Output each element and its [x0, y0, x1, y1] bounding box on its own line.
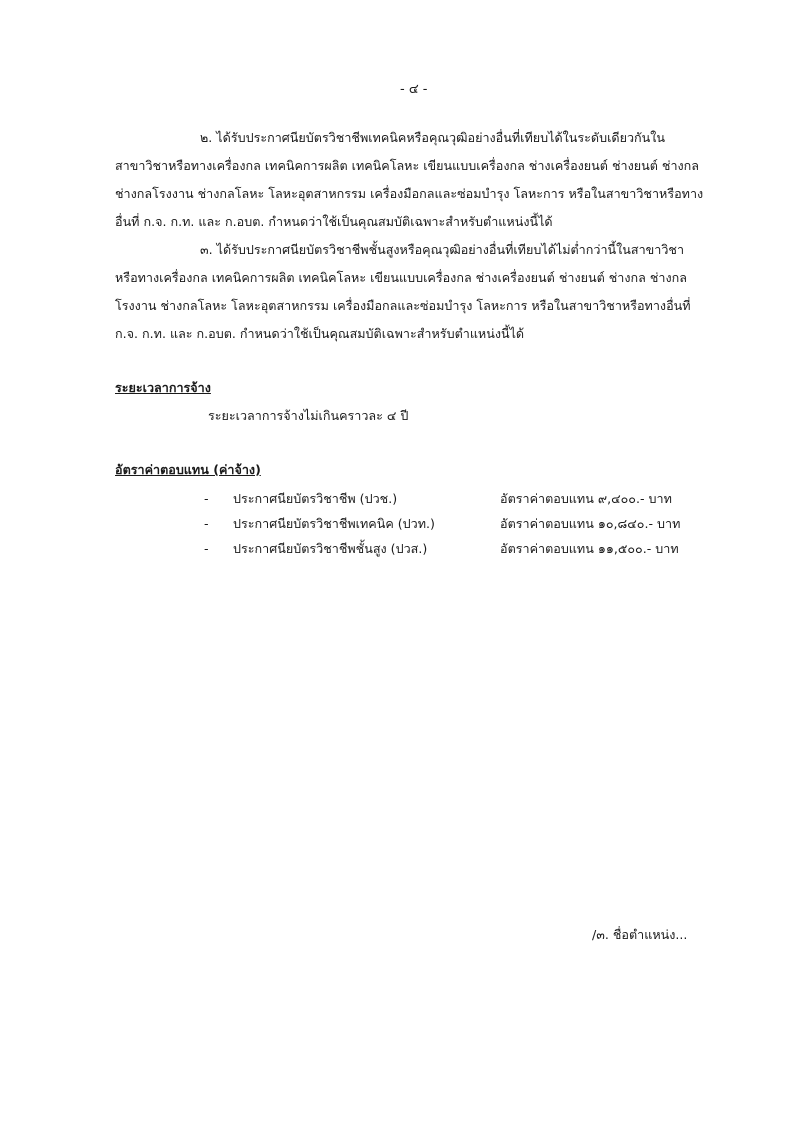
compensation-row	[0, 512, 800, 536]
paragraph-2-line-3: ช่างกลโรงงาน ช่างกลโลหะ โลหะอุตสาหกรรม เครื่องมือกลและซ่อมบำรุง โลหะการ หรือในสาขาวิชาหรือทาง	[115, 186, 704, 201]
rate-value: อัตราค่าตอบแทน ๑๐,๘๔๐.- บาท	[500, 516, 681, 531]
paragraph-3-line-4: ก.จ. ก.ท. และ ก.อบต. กำหนดว่าใช้เป็นคุณสมบัติเฉพาะสำหรับตำแหน่งนี้ได้	[115, 326, 525, 341]
compensation-row	[0, 537, 800, 561]
qualification-label: ประกาศนียบัตรวิชาชีพเทคนิค (ปวท.)	[233, 516, 435, 531]
paragraph-3-line-1: ๓. ได้รับประกาศนียบัตรวิชาชีพชั้นสูงหรือคุณวุฒิอย่างอื่นที่เทียบได้ไม่ต่ำกว่านี้ในสาขาวิชา	[200, 242, 685, 257]
bullet-dash: -	[204, 516, 209, 531]
qualification-label: ประกาศนียบัตรวิชาชีพ (ปวช.)	[233, 491, 398, 506]
bullet-dash: -	[204, 491, 209, 506]
rate-value: อัตราค่าตอบแทน ๑๑,๕๐๐.- บาท	[500, 541, 679, 556]
paragraph-2-line-1: ๒. ได้รับประกาศนียบัตรวิชาชีพเทคนิคหรือคุณวุฒิอย่างอื่นที่เทียบได้ในระดับเดียวกันใน	[200, 130, 666, 145]
compensation-heading: อัตราค่าตอบแทน (ค่าจ้าง)	[115, 462, 261, 477]
paragraph-2-line-4: อื่นที่ ก.จ. ก.ท. และ ก.อบต. กำหนดว่าใช้เป็นคุณสมบัติเฉพาะสำหรับตำแหน่งนี้ได้	[115, 214, 553, 229]
paragraph-2-line-2: สาขาวิชาหรือทางเครื่องกล เทคนิคการผลิต เทคนิคโลหะ เขียนแบบเครื่องกล ช่างเครื่องยนต์ ช่างยนต์ ช่างกล	[115, 158, 700, 173]
continuation-reference: /๓. ชื่อตำแหน่ง...	[592, 927, 688, 942]
employment-period-heading: ระยะเวลาการจ้าง	[115, 380, 211, 395]
page-number: - ๔ -	[400, 82, 428, 97]
rate-value: อัตราค่าตอบแทน ๙,๔๐๐.- บาท	[500, 491, 672, 506]
paragraph-3-line-2: หรือทางเครื่องกล เทคนิคการผลิต เทคนิคโลหะ เขียนแบบเครื่องกล ช่างเครื่องยนต์ ช่างยนต์ ช่างกล ช่างกล	[115, 270, 687, 285]
paragraph-3-line-3: โรงงาน ช่างกลโลหะ โลหะอุตสาหกรรม เครื่องมือกลและซ่อมบำรุง โลหะการ หรือในสาขาวิชาหรือทางอื่นที่	[115, 298, 691, 313]
bullet-dash: -	[204, 541, 209, 556]
compensation-row	[0, 487, 800, 511]
employment-period-text: ระยะเวลาการจ้างไม่เกินคราวละ ๔ ปี	[208, 408, 409, 423]
qualification-label: ประกาศนียบัตรวิชาชีพชั้นสูง (ปวส.)	[233, 541, 428, 556]
